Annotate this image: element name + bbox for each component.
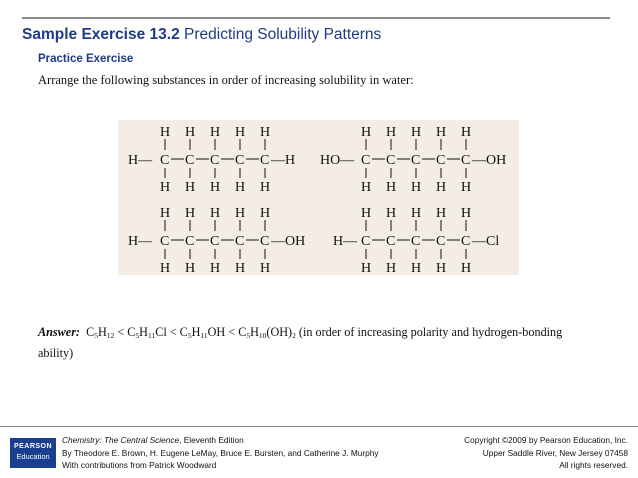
carbon-chain [320,125,506,194]
svg-text:H: H [235,261,246,275]
svg-text:C: C [386,153,396,168]
answer-order: $C_5H_{12} < C_5H_{11}Cl < C_5H_{11}OH < C_5H_{10}(OH)_2$ [86,325,296,340]
carbon-chain [128,206,305,275]
svg-text:H: H [461,180,472,194]
svg-text:C: C [461,234,471,249]
svg-text:H: H [160,180,171,194]
svg-text:C: C [411,234,421,249]
svg-text:H: H [411,125,422,140]
svg-text:H: H [210,261,221,275]
svg-text:H: H [411,180,422,194]
svg-text:H: H [235,206,246,221]
footer-credits [62,434,379,472]
svg-text:H: H [461,206,472,221]
svg-text:C: C [361,234,371,249]
svg-text:C: C [260,153,270,168]
right-group: —Cl [472,234,500,249]
svg-text:C: C [210,234,220,249]
svg-text:H: H [210,125,221,140]
svg-text:H: H [436,206,447,221]
title-rule [22,17,610,19]
svg-text:H: H [260,206,271,221]
book-authors: By Theodore E. Brown, H. Eugene LeMay, Bruce E. Bursten, and Catherine J. Murphy [62,447,379,458]
svg-text:H: H [361,180,372,194]
svg-text:C: C [436,234,446,249]
svg-text:H: H [160,206,171,221]
carbon-chain [128,125,295,194]
svg-text:H: H [461,261,472,275]
carbon-chain [333,206,499,275]
rights-line: All rights reserved. [559,460,628,470]
svg-text:H: H [361,261,372,275]
publisher-address: Upper Saddle River, New Jersey 07458 [482,447,628,458]
practice-exercise-heading: Practice Exercise [38,53,134,65]
svg-text:H: H [436,125,447,140]
book-edition: , Eleventh Edition [179,435,244,445]
svg-text:H: H [260,261,271,275]
book-title: Chemistry: The Central Science [62,435,180,445]
svg-text:H: H [361,206,372,221]
pearson-logo [10,438,56,468]
footer-rule [0,426,638,427]
molecule-pentane [126,124,326,194]
svg-text:H: H [386,206,397,221]
svg-text:H: H [185,180,196,194]
svg-text:C: C [210,153,220,168]
svg-text:H: H [436,180,447,194]
left-group: H— [128,153,153,168]
svg-text:H: H [210,206,221,221]
right-group: —OH [472,153,507,168]
svg-text:H: H [411,206,422,221]
svg-text:C: C [361,153,371,168]
title-topic: Predicting Solubility Patterns [179,26,382,43]
svg-text:H: H [361,125,372,140]
svg-text:H: H [185,261,196,275]
svg-text:H: H [185,125,196,140]
svg-text:C: C [185,234,195,249]
molecule-chloropentane [331,205,519,275]
logo-bottom-text: Education [16,452,50,461]
left-group: H— [128,234,153,249]
molecule-pentanediol [318,124,519,194]
svg-text:H: H [260,125,271,140]
structural-formulas-figure [118,120,519,275]
exercise-prompt: Arrange the following substances in order of increasing solubility in water: [38,73,414,87]
svg-text:C: C [160,234,170,249]
svg-text:C: C [235,153,245,168]
book-contributions: With contributions from Patrick Woodward [62,460,217,470]
svg-text:C: C [411,153,421,168]
book-citation [62,434,379,447]
svg-text:C: C [386,234,396,249]
svg-text:H: H [386,125,397,140]
svg-text:H: H [235,125,246,140]
logo-top-text: PEARSON [13,443,53,450]
left-group: HO— [320,153,355,168]
molecule-pentanol [126,205,326,275]
right-group: —OH [271,234,306,249]
svg-text:H: H [160,125,171,140]
answer-label: Answer: [38,325,80,339]
svg-text:H: H [160,261,171,275]
copyright-line: Copyright ©2009 by Pearson Education, Inc. [464,435,628,445]
svg-text:H: H [461,125,472,140]
answer-explanation: (in order of increasing polarity and hydrogen-bonding ability) [38,325,563,360]
svg-text:H: H [411,261,422,275]
left-group: H— [333,234,358,249]
page-title [22,26,381,44]
title-exercise-number: Sample Exercise 13.2 [22,26,180,43]
svg-text:C: C [436,153,446,168]
svg-text:H: H [235,180,246,194]
svg-text:C: C [235,234,245,249]
svg-text:H: H [436,261,447,275]
svg-text:C: C [461,153,471,168]
svg-text:H: H [386,180,397,194]
footer-copyright [464,434,628,472]
svg-text:H: H [386,261,397,275]
right-group: —H [271,153,296,168]
answer-text [38,322,598,364]
svg-text:C: C [160,153,170,168]
svg-text:H: H [185,206,196,221]
svg-text:C: C [185,153,195,168]
svg-text:H: H [210,180,221,194]
svg-text:H: H [260,180,271,194]
svg-text:C: C [260,234,270,249]
